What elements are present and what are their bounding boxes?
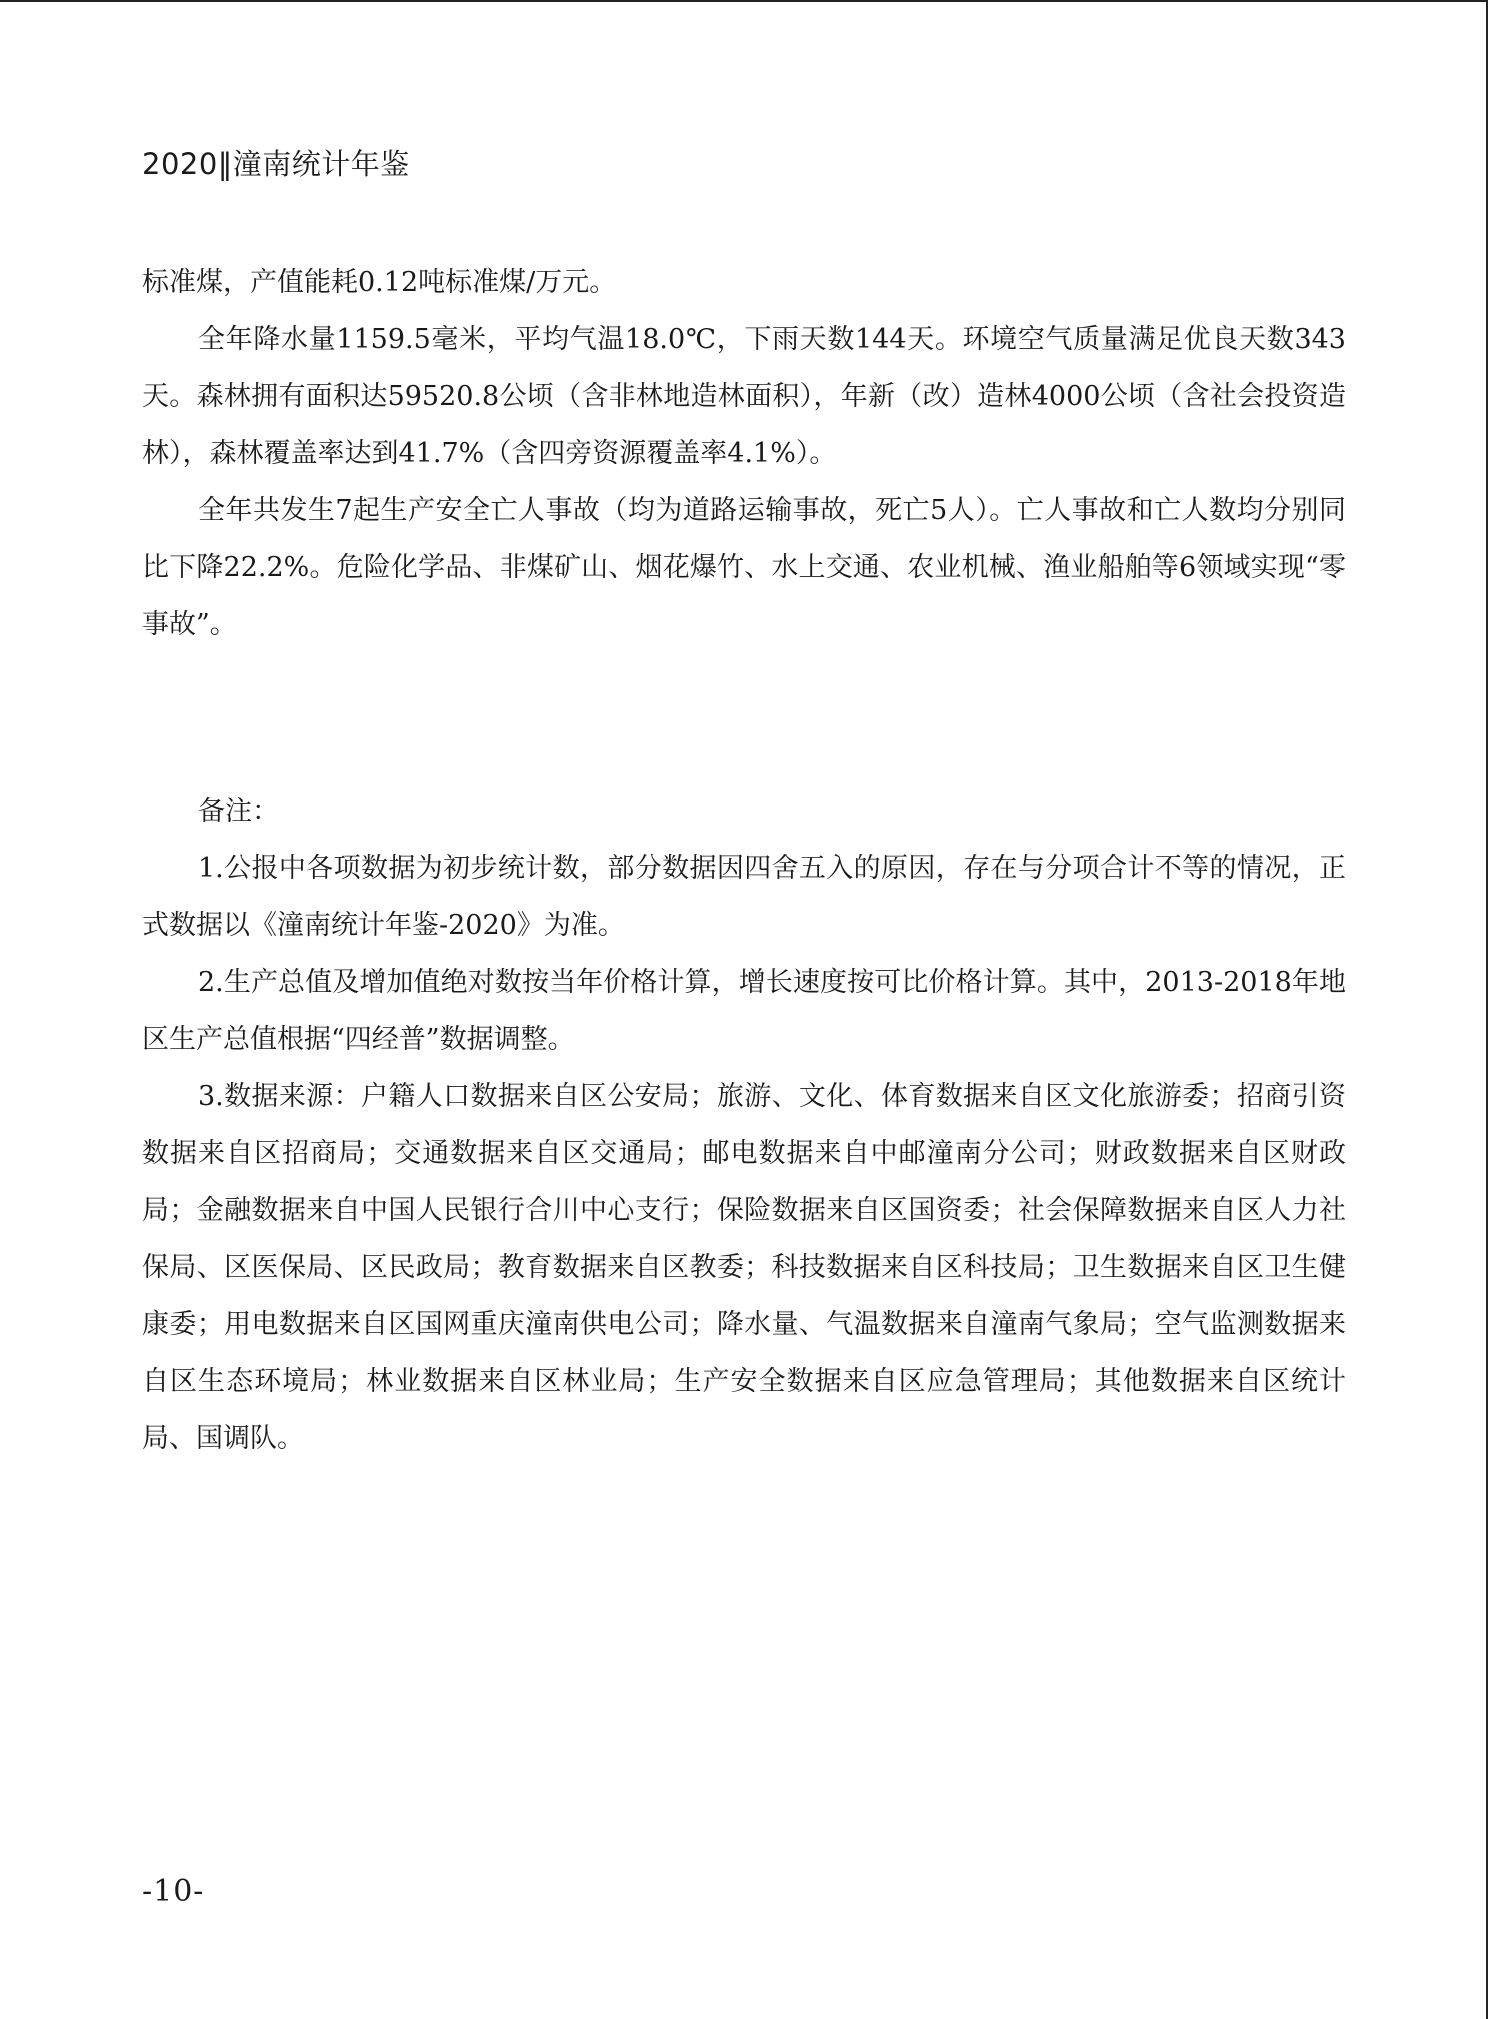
notes-heading: 备注： [198, 796, 279, 827]
page-number: -10- [142, 1874, 205, 1909]
note-item-2: 2.生产总值及增加值绝对数按当年价格计算，增长速度按可比价格计算。其中，2013-2018年地区生产总值根据“四经普”数据调整。 [142, 967, 1346, 1055]
top-border-rule [0, 0, 1488, 2]
note-item-3: 3.数据来源：户籍人口数据来自区公安局；旅游、文化、体育数据来自区文化旅游委；招商引资数据来自区招商局；交通数据来自区交通局；邮电数据来自中邮潼南分公司；财政数据来自区财政局；金融数据来自中国人民银行合川中心支行；保险数据来自区国资委；社会保障数据来自区人力社保局、区医保局、区民政局；教育数据来自区教委；科技数据来自区科技局；卫生数据来自区卫生健康委；用电数据来自区国网重庆潼南供电公司；降水量、气温数据来自潼南气象局；空气监测数据来自区生态环境局；林业数据来自区林业局；生产安全数据来自区应急管理局；其他数据来自区统计局、国调队。 [142, 1081, 1346, 1454]
note-item-1: 1.公报中各项数据为初步统计数，部分数据因四舍五入的原因，存在与分项合计不等的情况，正式数据以《潼南统计年鉴-2020》为准。 [142, 853, 1346, 941]
body-paragraph-continuation: 标准煤，产值能耗0.12吨标准煤/万元。 [142, 267, 617, 298]
running-header-title: 2020‖潼南统计年鉴 [142, 147, 410, 181]
body-paragraph-safety: 全年共发生7起生产安全亡人事故（均为道路运输事故，死亡5人）。亡人事故和亡人数均分别同比下降22.2%。危险化学品、非煤矿山、烟花爆竹、水上交通、农业机械、渔业船舶等6领域实现“零事故”。 [142, 495, 1346, 640]
page-content [142, 254, 1346, 1467]
body-paragraph-environment: 全年降水量1159.5毫米，平均气温18.0℃，下雨天数144天。环境空气质量满足优良天数343天。森林拥有面积达59520.8公顷（含非林地造林面积），年新（改）造林4000公顷（含社会投资造林），森林覆盖率达到41.7%（含四旁资源覆盖率4.1%）。 [142, 324, 1346, 469]
